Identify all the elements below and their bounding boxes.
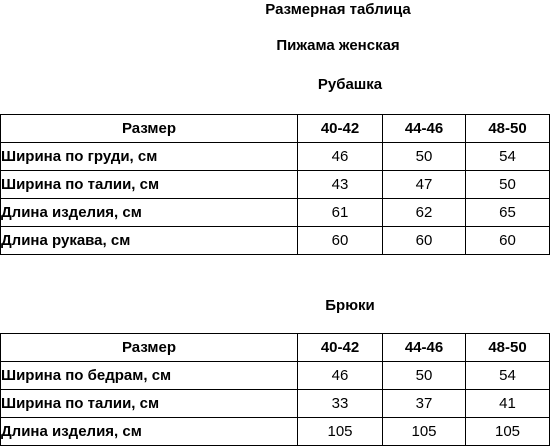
page-subtitle: Пижама женская bbox=[276, 37, 400, 54]
row-label: Ширина по груди, см bbox=[1, 143, 298, 171]
value-cell: 60 bbox=[298, 227, 383, 255]
table-row bbox=[1, 362, 550, 390]
size-header-cell: 40-42 bbox=[298, 115, 383, 143]
value-cell: 37 bbox=[383, 390, 466, 418]
value-cell: 47 bbox=[383, 171, 466, 199]
value-cell: 105 bbox=[383, 418, 466, 446]
table-row bbox=[1, 390, 550, 418]
table-row bbox=[1, 171, 550, 199]
table-header-row bbox=[1, 115, 550, 143]
value-cell: 62 bbox=[383, 199, 466, 227]
value-cell: 60 bbox=[383, 227, 466, 255]
row-label: Ширина по талии, см bbox=[1, 390, 298, 418]
value-cell: 50 bbox=[383, 143, 466, 171]
size-header-cell: 44-46 bbox=[383, 334, 466, 362]
size-header-cell: 44-46 bbox=[383, 115, 466, 143]
pants-size-table bbox=[0, 333, 550, 446]
size-header-label: Размер bbox=[1, 115, 298, 143]
shirt-size-table bbox=[0, 114, 550, 255]
value-cell: 105 bbox=[466, 418, 550, 446]
table-header-row bbox=[1, 334, 550, 362]
value-cell: 105 bbox=[298, 418, 383, 446]
size-header-cell: 48-50 bbox=[466, 334, 550, 362]
value-cell: 41 bbox=[466, 390, 550, 418]
value-cell: 50 bbox=[383, 362, 466, 390]
value-cell: 61 bbox=[298, 199, 383, 227]
value-cell: 46 bbox=[298, 362, 383, 390]
pants-section-title: Брюки bbox=[325, 297, 375, 314]
table-row bbox=[1, 227, 550, 255]
row-label: Длина изделия, см bbox=[1, 199, 298, 227]
row-label: Ширина по талии, см bbox=[1, 171, 298, 199]
value-cell: 46 bbox=[298, 143, 383, 171]
table-row bbox=[1, 199, 550, 227]
value-cell: 60 bbox=[466, 227, 550, 255]
row-label: Ширина по бедрам, см bbox=[1, 362, 298, 390]
size-header-label: Размер bbox=[1, 334, 298, 362]
value-cell: 33 bbox=[298, 390, 383, 418]
shirt-section-title: Рубашка bbox=[317, 76, 383, 93]
page-title: Размерная таблица bbox=[265, 1, 411, 18]
value-cell: 50 bbox=[466, 171, 550, 199]
row-label: Длина изделия, см bbox=[1, 418, 298, 446]
size-header-cell: 48-50 bbox=[466, 115, 550, 143]
value-cell: 54 bbox=[466, 362, 550, 390]
size-header-cell: 40-42 bbox=[298, 334, 383, 362]
row-label: Длина рукава, см bbox=[1, 227, 298, 255]
value-cell: 43 bbox=[298, 171, 383, 199]
value-cell: 54 bbox=[466, 143, 550, 171]
table-row bbox=[1, 143, 550, 171]
table-row bbox=[1, 418, 550, 446]
value-cell: 65 bbox=[466, 199, 550, 227]
